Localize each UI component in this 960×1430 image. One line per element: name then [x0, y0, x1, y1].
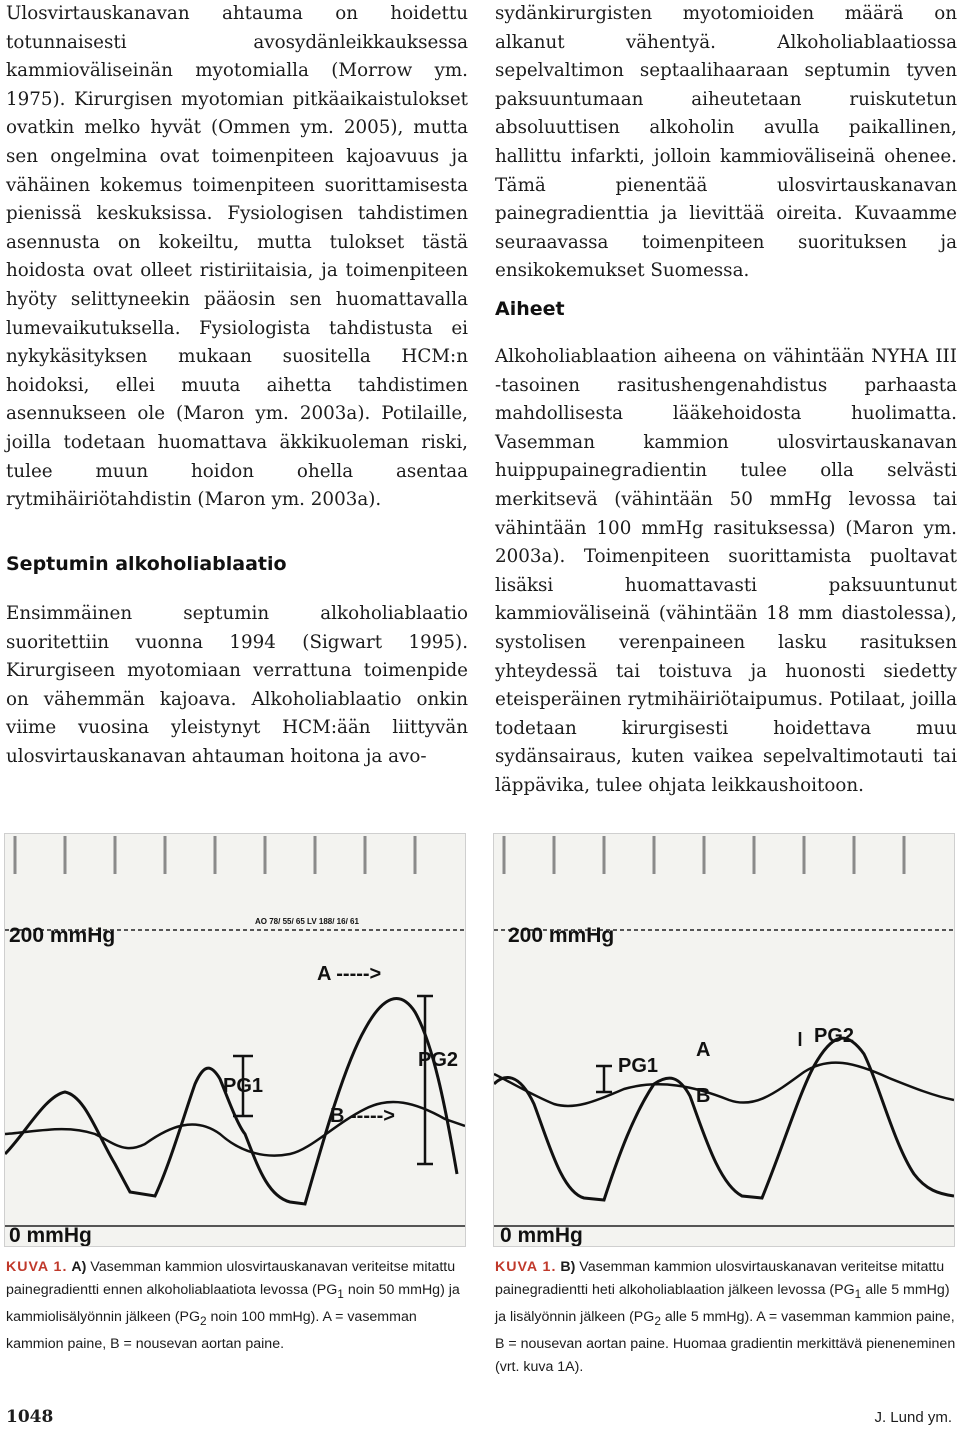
- figure-a-tick-marks: [15, 836, 415, 874]
- figure-a-label-200: 200 mmHg: [9, 924, 116, 947]
- figure-b-caption-sub-1: 1: [854, 1286, 862, 1301]
- left-paragraph-1: Ulosvirtauskanavan ahtauma on hoidettu totunnaisesti avosydänleikkauksessa kammioväliseinän myotomialla (Morrow ym. 1975). Kirurgisen myotomian pitkäaikaistulokset ovatkin melko hyvät (Ommen ym. 2005), mutta sen ongelmina ovat toimenpiteen kajoavuus ja vähäinen kokemus toimenpiteen suorittamisesta pienissä keskuksissa. Fysiologisen tahdistimen asennusta on kokeiltu, mutta tulokset tästä hoidosta ovat olleet ristiriitaisia, ja toimenpiteen hyöty selittyneekin pääosin sen huomattavalla lumevaikutuksella. Fysiologista tahdistusta ei nykykäsityksen mukaan suositella HCM:n hoidoksi, ellei muuta aihetta tahdistimen asennukseen ole (Maron ym. 2003a). Potilaille, joilla todetaan huomattava äkkikuoleman riski, tulee muun hoidon ohella asentaa rytmihäiriötahdistin (Maron ym. 2003a).: [6, 3, 468, 511]
- figure-b-caption-label: KUVA 1.: [495, 1259, 557, 1275]
- left-paragraph-2: Ensimmäinen septumin alkoholiablaatio suoritettiin vuonna 1994 (Sigwart 1995). Kirurgiseen myotomiaan verrattuna toimenpide on vähemmän kajoava. Alkoholiablaatio onkin viime vuosina yleistynyt HCM:ään liittyvän ulosvirtauskanavan ahtauman hoitona ja avo-: [6, 603, 468, 767]
- figure-b-label-0: 0 mmHg: [500, 1224, 583, 1246]
- figure-a-arrow-b: B ----->: [330, 1105, 395, 1127]
- figure-a-caption-text-1: Vasemman kammion ulosvirtauskanavan veriteitse mitattu painegradientti ennen alkoholiablaatiota levossa (PG: [6, 1259, 456, 1298]
- figure-b-label-a: A: [696, 1039, 711, 1061]
- figure-b-caption-sub-2: 2: [654, 1313, 661, 1328]
- figure-b-aorta-trace: [494, 1063, 954, 1106]
- page-number: 1048: [6, 1407, 54, 1427]
- figure-a-caption-label: KUVA 1.: [6, 1259, 68, 1275]
- figure-b-tick-marks: [504, 836, 904, 874]
- figure-a-caption-text-3: noin 100 mmHg). A = vasemman kammion paine, B = nousevan aortan paine.: [6, 1308, 417, 1352]
- figure-b-label-b: B: [696, 1085, 711, 1107]
- section-heading-aiheet: Aiheet: [495, 298, 565, 320]
- figure-a-arrow-a: A ----->: [317, 963, 382, 985]
- figure-a-caption-text-2: noin 50 mmHg) ja kammiolisälyönnin jälkeen (PG: [6, 1282, 460, 1325]
- figure-a-caption-letter: A): [71, 1259, 87, 1275]
- author-credit: J. Lund ym.: [874, 1409, 952, 1426]
- figure-a-aorta-trace: [5, 1102, 465, 1156]
- figure-b-pg1: PG1: [618, 1055, 659, 1077]
- figure-b-label-200: 200 mmHg: [508, 924, 615, 947]
- figure-b-caption-text-1: Vasemman kammion ulosvirtauskanavan veriteitse mitattu painegradientti heti alkoholiablaation jälkeen levossa (PG: [495, 1259, 945, 1298]
- figure-a-monitor-readout: AO 78/ 55/ 65 LV 188/ 16/ 61: [255, 917, 359, 926]
- right-paragraph-2: Alkoholiablaation aiheena on vähintään NYHA III -tasoinen rasitushengenahdistus parhaasta mahdollisesta lääkehoidosta huolimatta. Vasemman kammion ulosvirtauskanavan huippupainegradientin tulee olla selvästi merkitsevä (vähintään 50 mmHg levossa tai vähintään 100 mmHg rasituksessa) (Maron ym. 2003a). Toimenpiteen suorittamista puoltavat lisäksi huomattavasti paksuuntunut kammioväliseinä (vähintään 18 mm diastolessa), systolisen verenpaineen lasku rasituksen yhteydessä tai toistuva ja huonosti siedetty eteisperäinen rytmihäiriötaipumus. Potilaat, joilla todetaan kirurgisesti hoidettava muu sydänsairaus, kuten vaikea sepelvaltimotauti tai läppävika, tulee ohjata leikkaushoitoon.: [495, 346, 957, 796]
- figure-a-label-0: 0 mmHg: [9, 1224, 92, 1246]
- figure-b-caption: [495, 1256, 957, 1379]
- figure-a-svg: [5, 834, 465, 1246]
- figure-b-caption-text-2: alle 5 mmHg) ja lisälyönnin jälkeen (PG: [495, 1282, 950, 1325]
- figure-a-caption-sub-2: 2: [199, 1313, 207, 1328]
- figure-a-caption-sub-1: 1: [337, 1286, 344, 1301]
- figure-b-svg: [494, 834, 954, 1246]
- figure-b-caption-text-3: alle 5 mmHg). A = vasemman kammion paine, B = nousevan aortan paine. Huomaa gradientin merkittävä pieneneminen (vrt. kuva 1A).: [495, 1308, 956, 1375]
- figure-b-pg2: PG2: [814, 1025, 855, 1047]
- figure-a-pg1: PG1: [223, 1075, 264, 1097]
- figure-b-lv-trace: [494, 1038, 954, 1200]
- figure-a-caption: [6, 1256, 468, 1356]
- figure-a-pressure-trace: [4, 833, 466, 1247]
- right-paragraph-1: sydänkirurgisten myotomioiden määrä on alkanut vähentyä. Alkoholiablaatiossa sepelvaltimon septaalihaaraan septumin tyven paksuuntumaan aiheutetaan ruiskutetun absoluuttisen alkoholin avulla paikallinen, hallittu infarkti, jolloin kammioväliseinä ohenee. Tämä pienentää ulosvirtauskanavan painegradienttia ja lievittää oireita. Kuvaamme seuraavassa toimenpiteen suorituksen ja ensikokemukset Suomessa.: [495, 3, 957, 282]
- section-heading-septumin-alkoholiablaatio: Septumin alkoholiablaatio: [6, 553, 287, 575]
- figure-b-pressure-trace: [493, 833, 955, 1247]
- figure-a-pg2: PG2: [418, 1049, 459, 1071]
- figure-b-caption-letter: B): [560, 1259, 576, 1275]
